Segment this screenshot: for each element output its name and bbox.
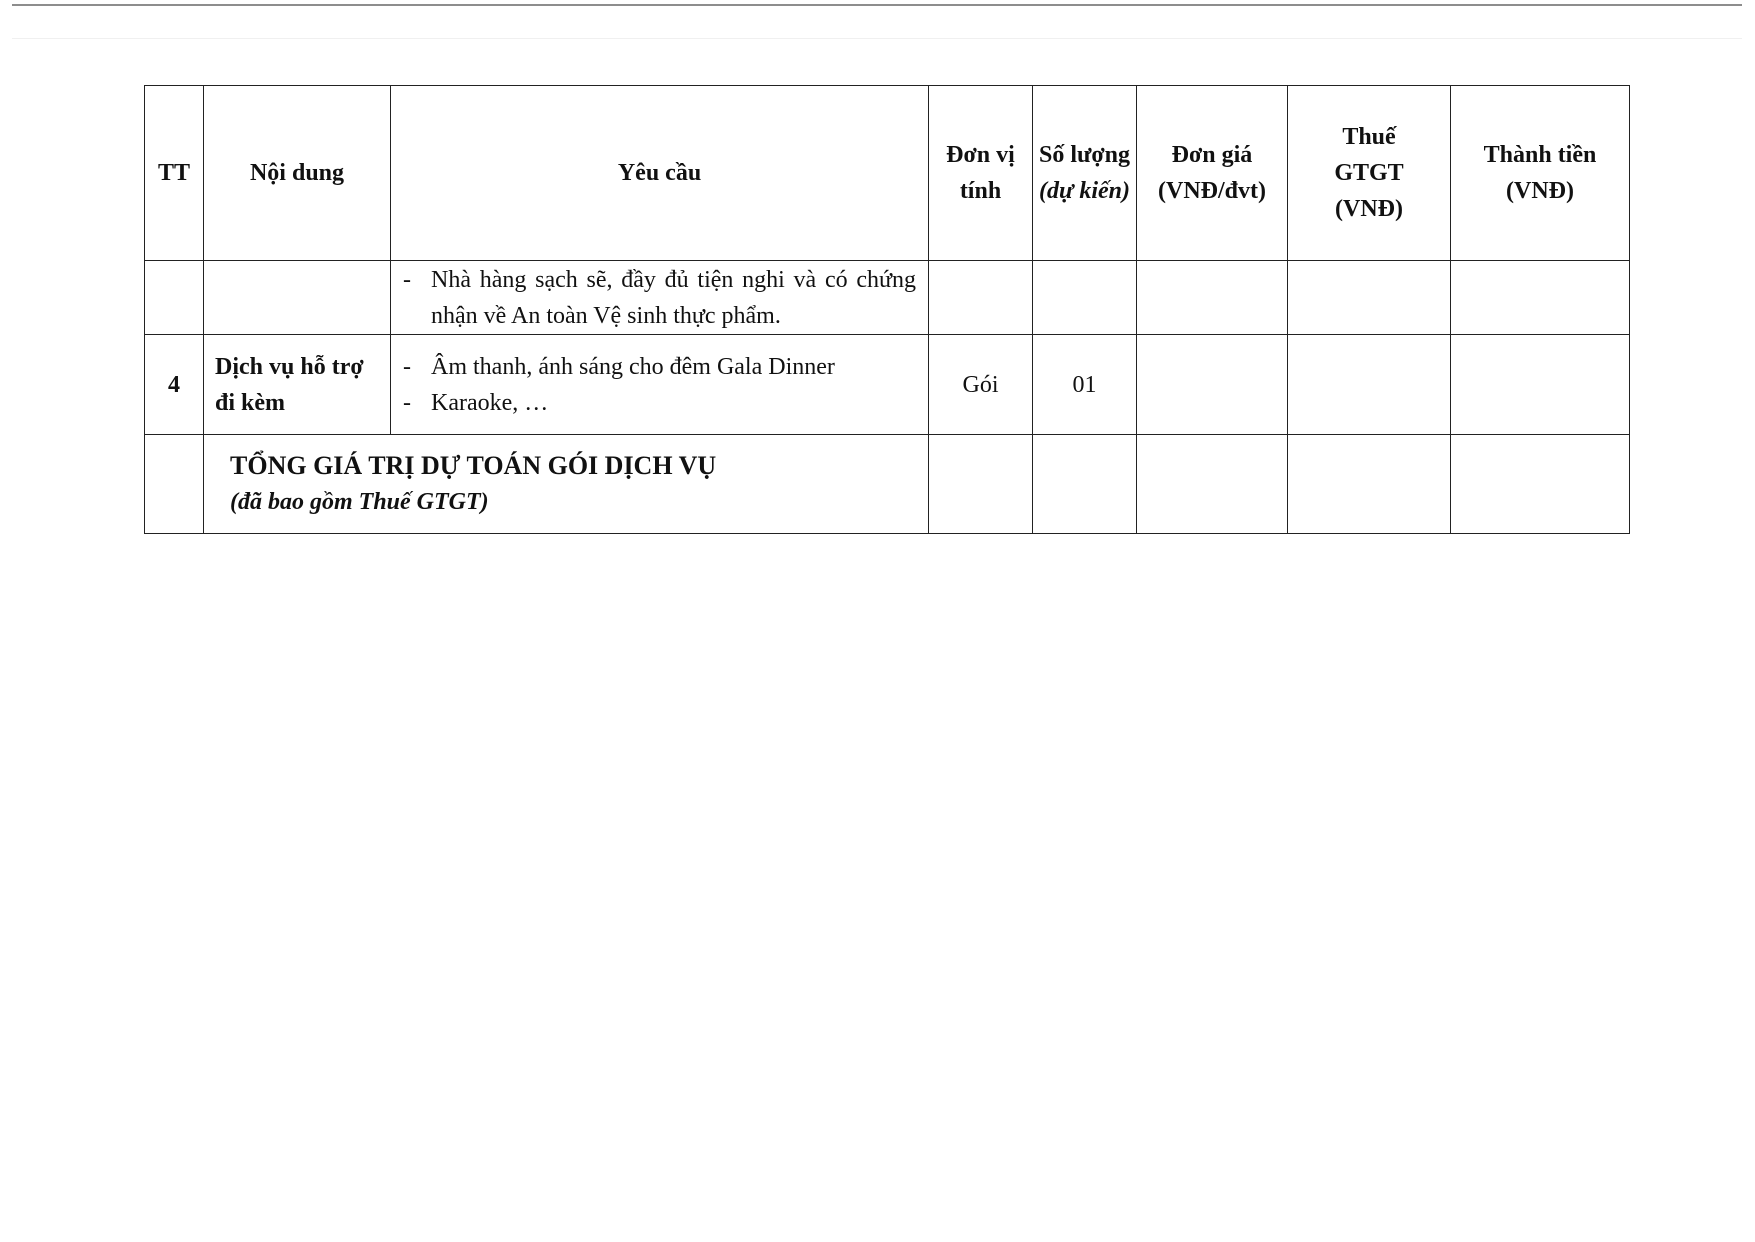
row-thue-gtgt [1288, 335, 1451, 435]
row-thanh-tien [1451, 261, 1630, 335]
header-thanh-tien: Thành tiền (VNĐ) [1451, 86, 1630, 261]
row-so-luong: 01 [1033, 335, 1137, 435]
total-label [204, 435, 929, 534]
bullet-dash: - [403, 266, 411, 293]
row-tt: 4 [145, 335, 204, 435]
row-don-gia [1137, 335, 1288, 435]
header-thue-gtgt: Thuế GTGT (VNĐ) [1288, 86, 1451, 261]
row-yeu-cau [391, 335, 929, 435]
row-so-luong [1033, 261, 1137, 335]
requirement-text: Nhà hàng sạch sẽ, đầy đủ tiện nghi và có chứng nhận về An toàn Vệ sinh thực phẩm. [431, 266, 916, 329]
header-so-luong [1033, 86, 1137, 261]
requirement-item [399, 262, 916, 334]
header-so-luong-note: (dự kiến) [1038, 178, 1131, 204]
requirement-list [391, 262, 928, 334]
bullet-dash: - [403, 389, 411, 416]
table-row [145, 261, 1630, 335]
row-don-gia [1137, 261, 1288, 335]
table-row [145, 335, 1630, 435]
requirement-list [391, 349, 928, 421]
total-don-vi-tinh [929, 435, 1033, 534]
total-don-gia [1137, 435, 1288, 534]
requirement-item [399, 385, 916, 421]
row-yeu-cau [391, 261, 929, 335]
bullet-dash: - [403, 353, 411, 380]
total-title: TỔNG GIÁ TRỊ DỰ TOÁN GÓI DỊCH VỤ [230, 451, 717, 480]
requirement-text: Âm thanh, ánh sáng cho đêm Gala Dinner [431, 353, 835, 380]
total-so-luong [1033, 435, 1137, 534]
row-thanh-tien [1451, 335, 1630, 435]
header-noi-dung: Nội dung [204, 86, 391, 261]
row-noi-dung: Dịch vụ hỗ trợ đi kèm [204, 335, 391, 435]
header-so-luong-label: Số lượng [1038, 142, 1131, 168]
total-thanh-tien [1451, 435, 1630, 534]
total-thue-gtgt [1288, 435, 1451, 534]
header-yeu-cau: Yêu cầu [391, 86, 929, 261]
header-tt: TT [145, 86, 204, 261]
scan-edge-line-faint [12, 38, 1742, 39]
header-don-gia: Đơn giá (VNĐ/đvt) [1137, 86, 1288, 261]
row-thue-gtgt [1288, 261, 1451, 335]
row-don-vi-tinh [929, 261, 1033, 335]
header-don-vi-tinh: Đơn vị tính [929, 86, 1033, 261]
header-row [145, 86, 1630, 261]
row-tt [145, 261, 204, 335]
total-row [145, 435, 1630, 534]
requirement-item [399, 349, 916, 385]
total-subtitle: (đã bao gồm Thuế GTGT) [230, 489, 489, 515]
requirement-text: Karaoke, … [431, 389, 549, 416]
total-tt [145, 435, 204, 534]
cost-estimate-table [144, 85, 1630, 534]
scan-edge-line [12, 4, 1742, 6]
row-don-vi-tinh: Gói [929, 335, 1033, 435]
row-noi-dung [204, 261, 391, 335]
